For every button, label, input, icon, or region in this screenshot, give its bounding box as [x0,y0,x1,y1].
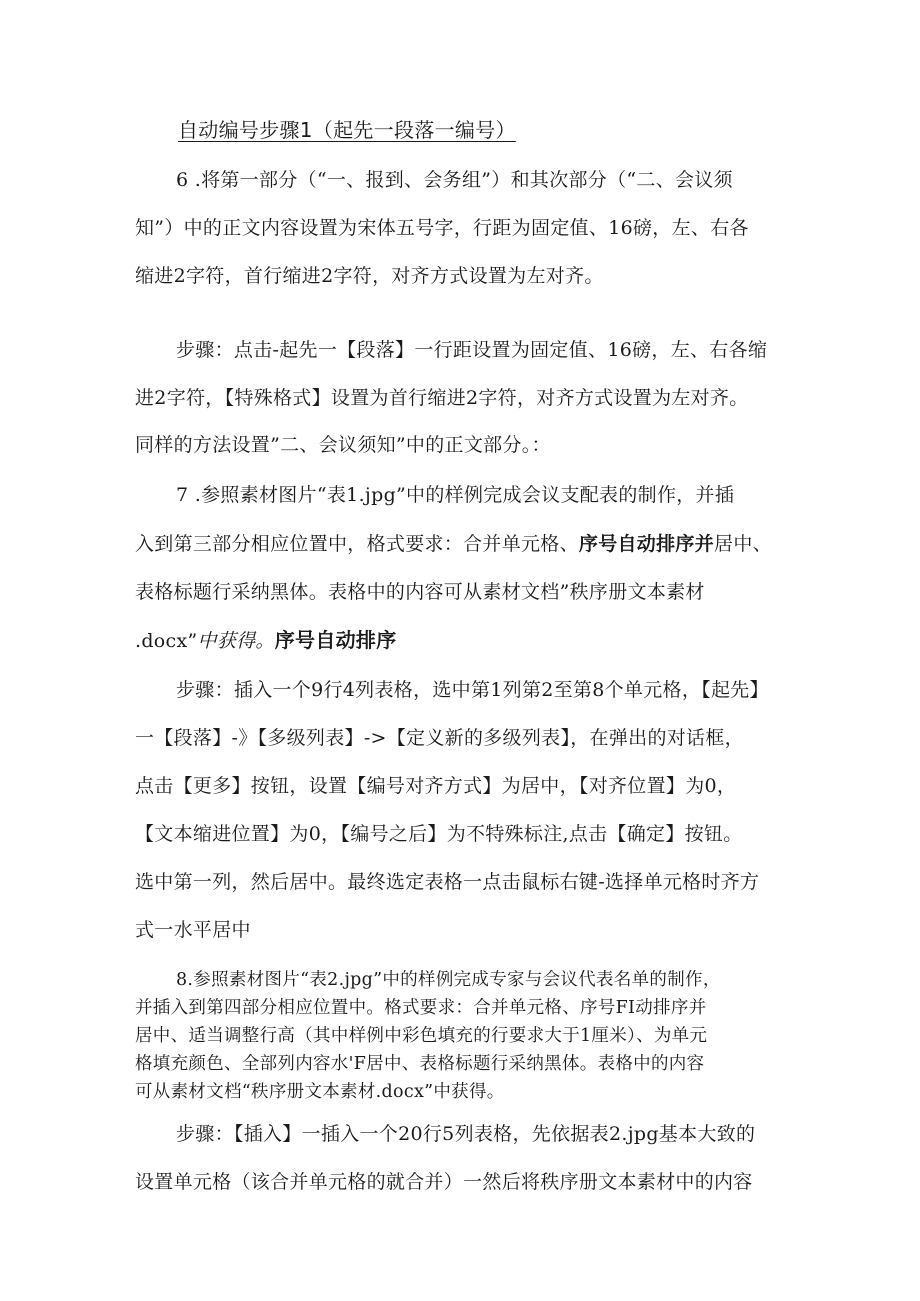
item-6-line-3: 缩进2字符，首行缩进2字符，对齐方式设置为左对齐。 [135,265,604,287]
item-7-line-4 [135,628,397,653]
step-6-line-3: 同样的方法设置”二、会议须知”中的正文部分。： [135,434,551,456]
step-8-line-1: 步骤：【插入】一插入一个20行5列表格，先依据表2.jpg基本大致的 [176,1123,756,1145]
item-7-line-1: 7 .参照素材图片“表1.jpg”中的样例完成会议支配表的制作，并插 [176,484,735,506]
step-7-line-4: 【文本缩进位置】为0，【编号之后】为不特殊标注,点击【确定】按钮。 [135,823,743,845]
section-heading: 自动编号步骤1（起先一段落一编号） [178,118,516,142]
item-8-line-4: 格填充颜色、全部列内容水'F居中、表格标题行采纳黑体。表格中的内容 [135,1054,705,1074]
step-6-line-1: 步骤：点击-起先一【段落】一行距设置为固定值、16磅，左、右各缩 [176,339,768,361]
step-7-line-2: 一【段落】-》【多级列表】->【定义新的多级列表】，在弹出的对话框， [135,727,744,749]
step-8-line-2: 设置单元格（该合并单元格的就合并）一然后将秩序册文本素材中的内容 [135,1171,753,1193]
item-7-line-2-end: 居中、 [714,533,772,555]
item-8-line-5: 可从素材文档“秩序册文本素材.docx”中获得。 [135,1082,505,1102]
item-8-line-3: 居中、适当调整行高（其中样例中彩色填充的行要求大于1厘米）、为单元 [135,1026,708,1046]
item-7-line-2-text: 入到第三部分相应位置中，格式要求：合并单元格、 [135,533,579,555]
item-7-highlight-2: 序号自动排序 [274,628,397,652]
step-7-line-5: 选中第一列，然后居中。最终选定表格一点击鼠标右键-选择单元格时齐方 [135,871,760,893]
item-7-obtain: 中获得。 [197,630,275,652]
item-7-docx: .docx” [135,630,198,652]
item-7-line-3: 表格标题行采纳黑体。表格中的内容可从素材文档”秩序册文本素材 [135,581,705,603]
step-6-line-2: 进2字符，【特殊格式】设置为首行缩进2字符，对齐方式设置为左对齐。 [135,387,749,409]
step-7-line-1: 步骤：插入一个9行4列表格，选中第1列第2至第8个单元格，【起先】 [176,679,769,701]
item-6-line-2: 知”）中的正文内容设置为宋体五号字，行距为固定值、16磅，左、右各 [135,217,749,239]
item-8-line-1: 8.参照素材图片“表2.jpg”中的样例完成专家与会议代表名单的制作， [176,970,721,990]
item-6-line-1: 6 .将第一部分（“一、报到、会务组”）和其次部分（“二、会议须 [176,169,733,191]
item-7-line-2 [135,532,772,556]
item-7-highlight-1: 序号自动排序并 [578,533,715,555]
item-8-line-2: 并插入到第四部分相应位置中。格式要求：合并单元格、序号FI动排序并 [135,998,707,1018]
step-7-line-3: 点击【更多】按钮，设置【编号对齐方式】为居中，【对齐位置】为0， [135,775,737,797]
step-7-line-6: 式一水平居中 [135,919,251,941]
